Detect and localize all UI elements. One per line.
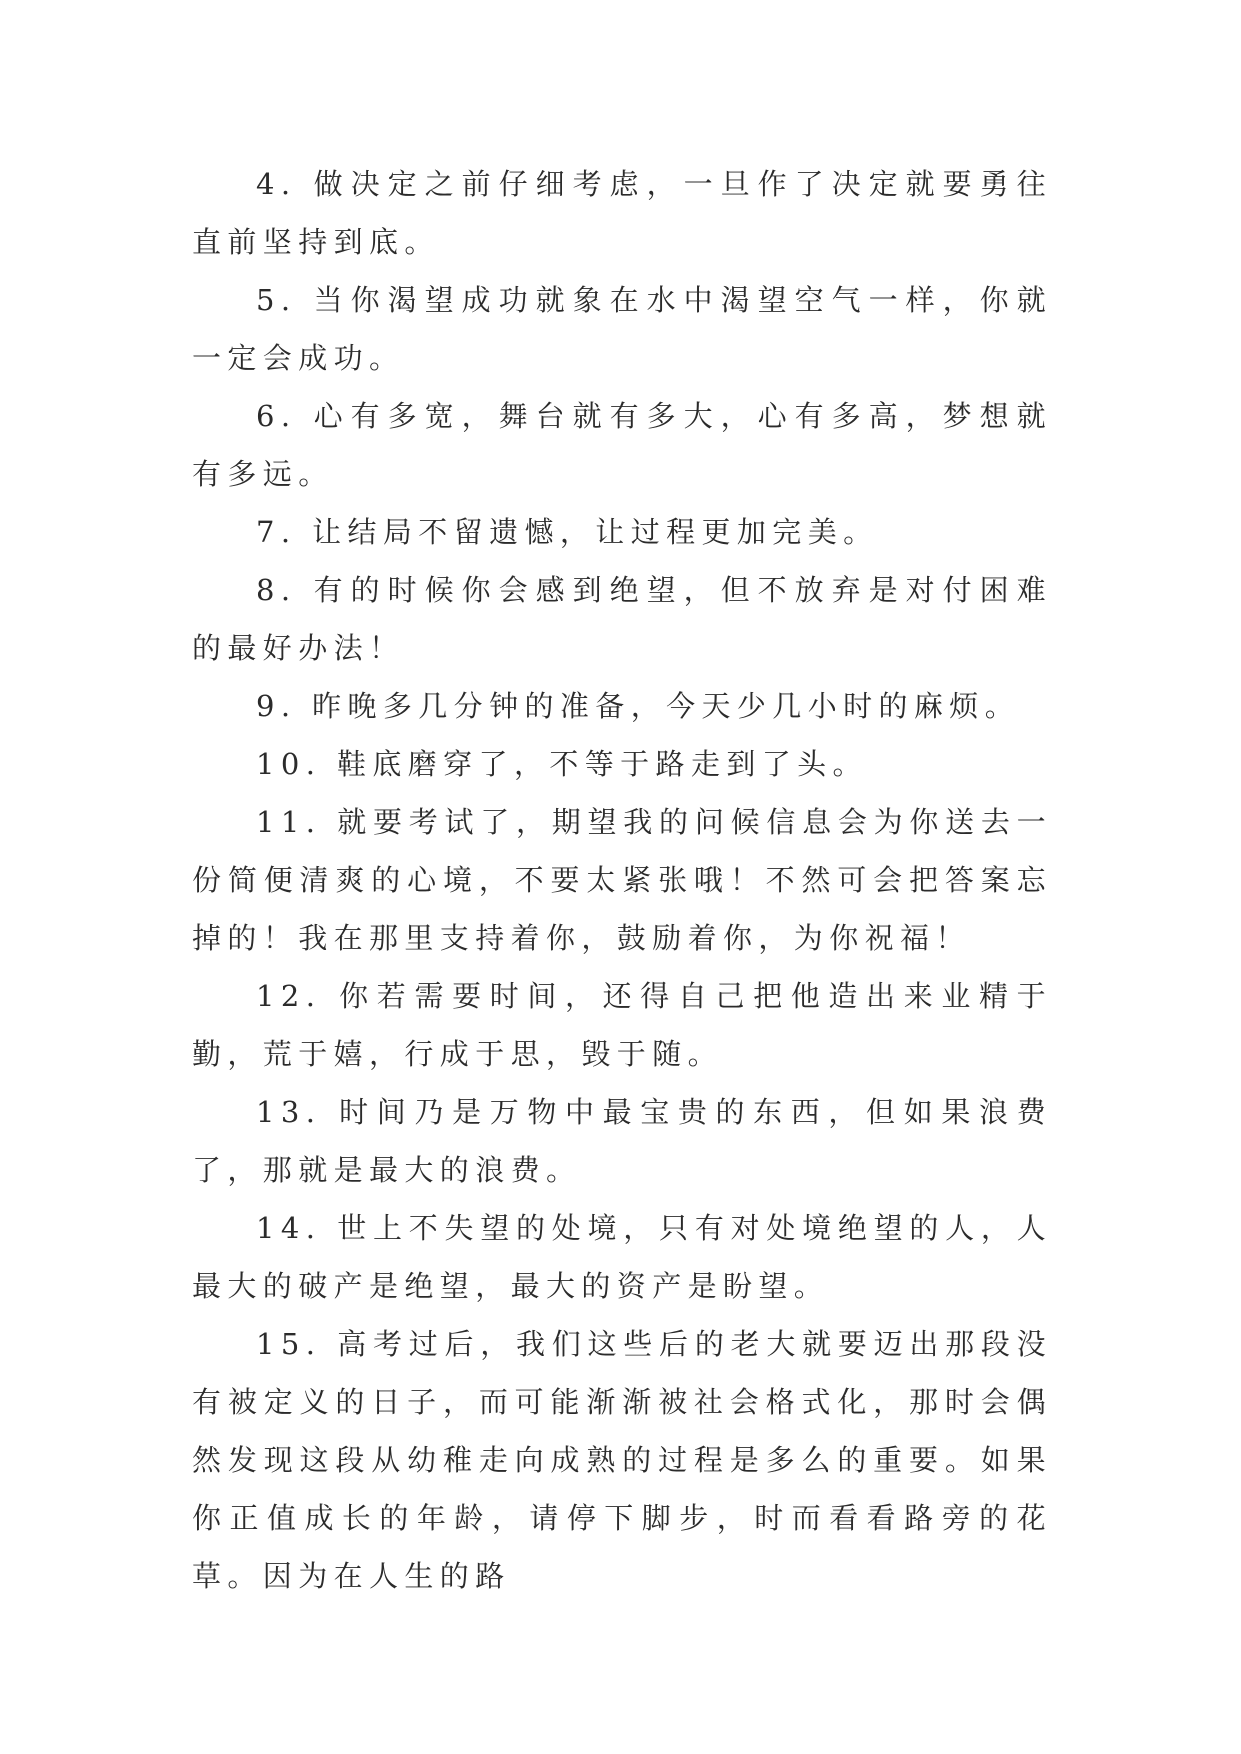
paragraph-6: 6. 心有多宽，舞台就有多大，心有多高，梦想就有多远。 — [192, 399, 1052, 491]
paragraph-8: 8. 有的时候你会感到绝望，但不放弃是对付困难的最好办法！ — [192, 573, 1052, 665]
paragraph-7: 7. 让结局不留遗憾，让过程更加完美。 — [256, 515, 879, 549]
paragraph-4: 4. 做决定之前仔细考虑，一旦作了决定就要勇往直前坚持到底。 — [192, 167, 1052, 259]
paragraph-12: 12. 你若需要时间，还得自己把他造出来业精于勤，荒于嬉，行成于思，毁于随。 — [192, 979, 1052, 1071]
paragraph-15: 15. 高考过后，我们这些后的老大就要迈出那段没有被定义的日子，而可能渐渐被社会格式化，那时会偶然发现这段从幼稚走向成熟的过程是多么的重要。如果你正值成长的年龄，请停下脚步，时而看看路旁的花草。因为在人生的路 — [192, 1327, 1052, 1593]
paragraph-13: 13. 时间乃是万物中最宝贵的东西，但如果浪费了，那就是最大的浪费。 — [192, 1095, 1052, 1187]
paragraph-10: 10. 鞋底磨穿了，不等于路走到了头。 — [256, 747, 868, 781]
paragraph-5: 5. 当你渴望成功就象在水中渴望空气一样，你就一定会成功。 — [192, 283, 1052, 375]
paragraph-11: 11. 就要考试了，期望我的问候信息会为你送去一份简便清爽的心境，不要太紧张哦！不然可会把答案忘掉的！我在那里支持着你，鼓励着你，为你祝福！ — [192, 805, 1052, 955]
paragraph-14: 14. 世上不失望的处境，只有对处境绝望的人，人最大的破产是绝望，最大的资产是盼望。 — [192, 1211, 1052, 1303]
document-body — [192, 155, 1052, 1605]
paragraph-9: 9. 昨晚多几分钟的准备，今天少几小时的麻烦。 — [256, 689, 1021, 723]
